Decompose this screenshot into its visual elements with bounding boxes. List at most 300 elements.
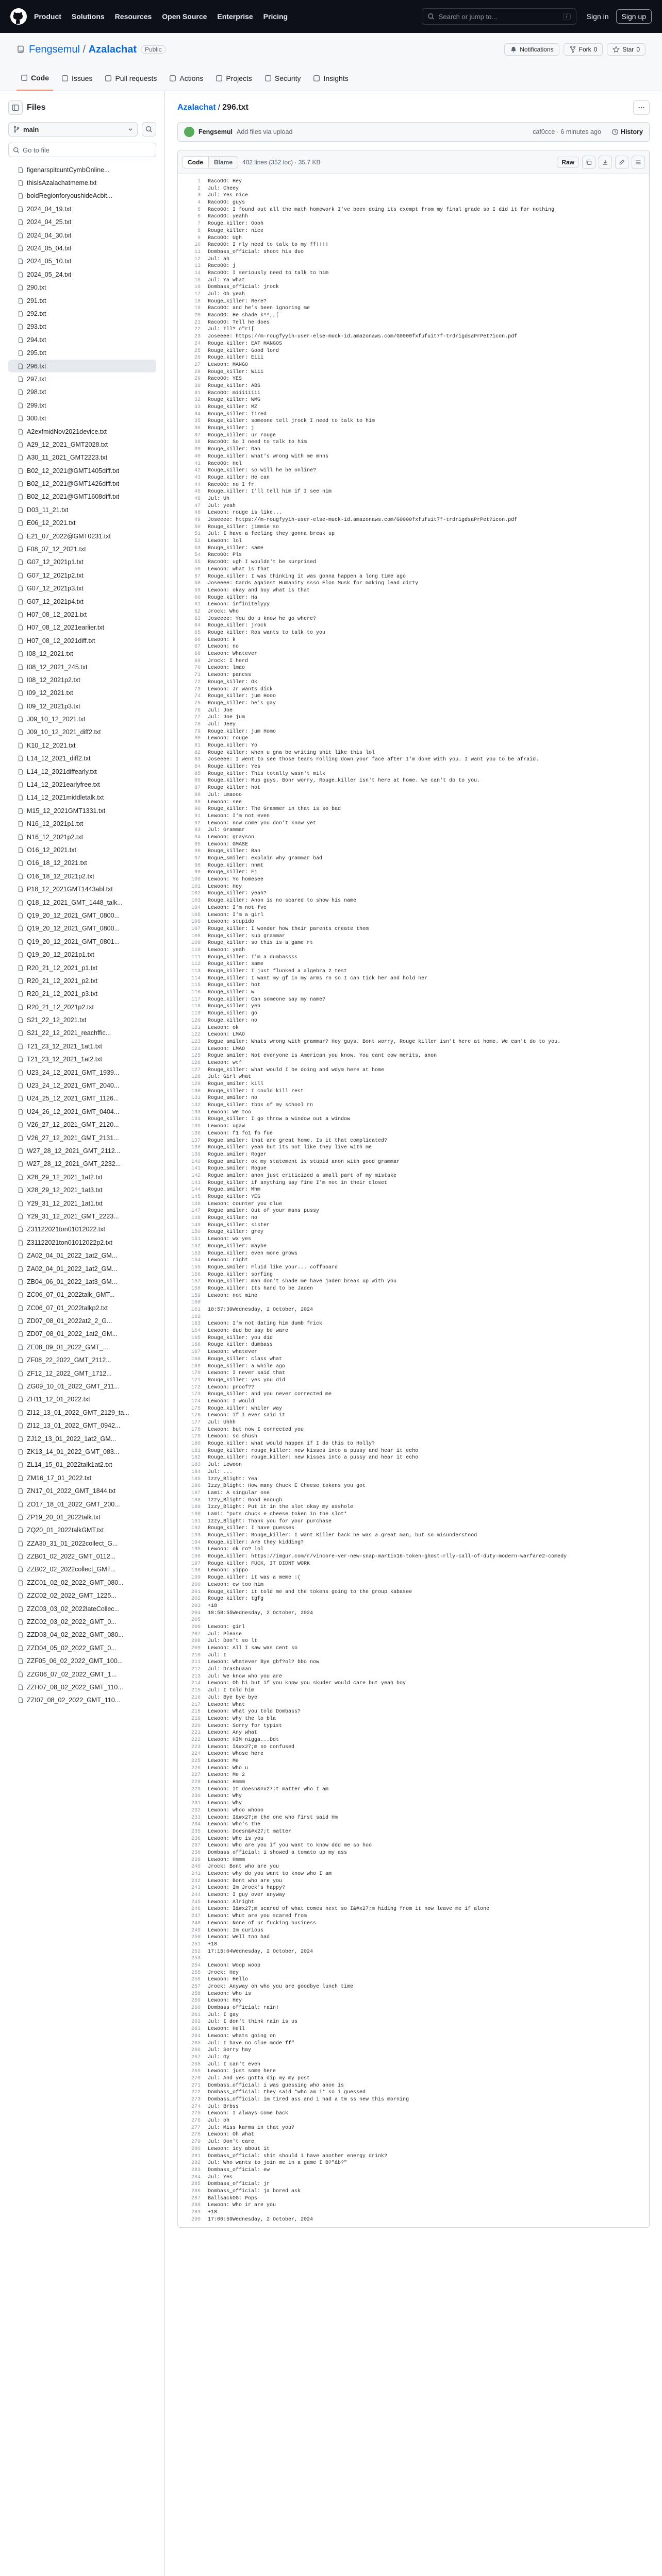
line-number[interactable]: 209: [191, 1646, 201, 1651]
go-to-file-input[interactable]: [8, 143, 156, 157]
line-number[interactable]: 116: [191, 990, 201, 996]
line-number[interactable]: 229: [191, 1786, 201, 1792]
file-tree-item[interactable]: [8, 647, 156, 660]
file-tree-item[interactable]: [8, 1144, 156, 1157]
line-number[interactable]: 89: [194, 799, 201, 805]
line-number[interactable]: 233: [191, 1815, 201, 1821]
line-number[interactable]: 111: [191, 954, 201, 960]
file-tree-item[interactable]: [8, 517, 156, 530]
line-number[interactable]: 192: [191, 1526, 201, 1532]
file-tree-item[interactable]: [8, 1341, 156, 1353]
file-tree-item[interactable]: [8, 294, 156, 307]
file-tree-item[interactable]: [8, 1262, 156, 1275]
line-number[interactable]: 238: [191, 1850, 201, 1856]
line-number[interactable]: 42: [194, 468, 201, 474]
nav-item-pricing[interactable]: Pricing: [263, 12, 288, 21]
file-tree-item[interactable]: [8, 1053, 156, 1066]
line-number[interactable]: 138: [191, 1145, 201, 1151]
file-tree-item[interactable]: [8, 673, 156, 686]
line-number[interactable]: 257: [191, 1984, 201, 1990]
file-tree-item[interactable]: [8, 1602, 156, 1615]
line-number[interactable]: 235: [191, 1828, 201, 1835]
line-number[interactable]: 284: [191, 2174, 201, 2180]
file-tree-item[interactable]: [8, 176, 156, 189]
line-number[interactable]: 204: [191, 1610, 201, 1616]
line-number[interactable]: 114: [191, 975, 201, 981]
file-tree-item[interactable]: [8, 843, 156, 856]
nav-item-solutions[interactable]: Solutions: [71, 12, 105, 21]
line-number[interactable]: 193: [191, 1533, 201, 1538]
line-number[interactable]: 236: [191, 1836, 201, 1842]
nav-item-enterprise[interactable]: Enterprise: [217, 12, 253, 21]
line-number[interactable]: 198: [191, 1568, 201, 1574]
line-number[interactable]: 77: [194, 715, 201, 721]
file-tree-item[interactable]: [8, 1537, 156, 1550]
file-tree-item[interactable]: [8, 1380, 156, 1393]
file-tree-item[interactable]: [8, 202, 156, 215]
line-number[interactable]: 141: [191, 1166, 201, 1172]
line-number[interactable]: 225: [191, 1758, 201, 1764]
line-number[interactable]: 20: [194, 313, 201, 319]
line-number[interactable]: 85: [194, 771, 201, 777]
line-number[interactable]: 24: [194, 341, 201, 347]
line-number[interactable]: 88: [194, 792, 201, 798]
file-tree-item[interactable]: [8, 1524, 156, 1537]
line-number[interactable]: 250: [191, 1935, 201, 1941]
line-number[interactable]: 271: [191, 2082, 201, 2089]
line-number[interactable]: 22: [194, 327, 201, 333]
line-number[interactable]: 61: [194, 602, 201, 608]
file-tree-item[interactable]: [8, 346, 156, 359]
file-tree-item[interactable]: [8, 1197, 156, 1210]
file-tree-item[interactable]: [8, 974, 156, 987]
line-number[interactable]: 147: [191, 1208, 201, 1214]
line-number[interactable]: 190: [191, 1511, 201, 1517]
line-number[interactable]: 268: [191, 2061, 201, 2067]
line-number[interactable]: 160: [191, 1300, 201, 1306]
line-number[interactable]: 5: [197, 207, 201, 213]
line-number[interactable]: 105: [191, 912, 201, 918]
line-number[interactable]: 13: [194, 263, 201, 269]
copy-button[interactable]: [582, 156, 595, 169]
line-number[interactable]: 39: [194, 447, 201, 453]
line-number[interactable]: 52: [194, 538, 201, 545]
file-tree-item[interactable]: [8, 1445, 156, 1458]
line-number[interactable]: 117: [191, 996, 201, 1003]
file-tree-item[interactable]: [8, 333, 156, 346]
line-number[interactable]: 228: [191, 1780, 201, 1786]
line-number[interactable]: 175: [191, 1405, 201, 1412]
line-number[interactable]: 267: [191, 2054, 201, 2060]
line-number[interactable]: 12: [194, 256, 201, 262]
line-number[interactable]: 135: [191, 1124, 201, 1130]
line-number[interactable]: 186: [191, 1483, 201, 1489]
line-number[interactable]: 216: [191, 1694, 201, 1701]
line-number[interactable]: 172: [191, 1384, 201, 1391]
line-number[interactable]: 76: [194, 707, 201, 714]
line-number[interactable]: 165: [191, 1335, 201, 1341]
line-number[interactable]: 32: [194, 397, 201, 403]
line-number[interactable]: 272: [191, 2090, 201, 2096]
line-number[interactable]: 95: [194, 841, 201, 848]
file-tree-item[interactable]: [8, 320, 156, 333]
avatar[interactable]: [184, 127, 194, 137]
line-number[interactable]: 92: [194, 820, 201, 826]
line-number[interactable]: 27: [194, 362, 201, 368]
file-tree-item[interactable]: [8, 1615, 156, 1628]
line-number[interactable]: 40: [194, 453, 201, 460]
file-tree-item[interactable]: [8, 1328, 156, 1341]
line-number[interactable]: 6: [197, 214, 201, 220]
line-number[interactable]: 129: [191, 1081, 201, 1087]
line-number[interactable]: 166: [191, 1342, 201, 1348]
file-tree-item[interactable]: [8, 1498, 156, 1511]
line-number[interactable]: 63: [194, 616, 201, 622]
file-tree-item[interactable]: [8, 1629, 156, 1641]
branch-selector[interactable]: [8, 122, 138, 137]
line-number[interactable]: 56: [194, 566, 201, 572]
line-number[interactable]: 45: [194, 489, 201, 495]
line-number[interactable]: 181: [191, 1448, 201, 1454]
file-tree-item[interactable]: [8, 948, 156, 961]
line-number[interactable]: 170: [191, 1370, 201, 1377]
line-number[interactable]: 212: [191, 1667, 201, 1673]
line-number[interactable]: 118: [191, 1004, 201, 1010]
file-tree-item[interactable]: [8, 1171, 156, 1183]
line-number[interactable]: 44: [194, 482, 201, 488]
line-number[interactable]: 266: [191, 2047, 201, 2054]
line-number[interactable]: 149: [191, 1222, 201, 1228]
file-tree-item[interactable]: [8, 1079, 156, 1092]
line-number[interactable]: 35: [194, 418, 201, 425]
line-number[interactable]: 221: [191, 1730, 201, 1736]
file-tree-item[interactable]: [8, 870, 156, 883]
file-tree-item[interactable]: [8, 1471, 156, 1484]
line-number[interactable]: 94: [194, 834, 201, 840]
line-number[interactable]: 11: [194, 249, 201, 255]
line-number[interactable]: 102: [191, 891, 201, 897]
more-options-button[interactable]: [633, 100, 650, 115]
line-number[interactable]: 246: [191, 1906, 201, 1912]
file-tree-item[interactable]: [8, 896, 156, 909]
repo-name-link[interactable]: Azalachat: [88, 43, 137, 55]
line-number[interactable]: 288: [191, 2202, 201, 2209]
line-number[interactable]: 124: [191, 1046, 201, 1052]
file-tree-item[interactable]: [8, 386, 156, 399]
file-tree-item[interactable]: [8, 242, 156, 255]
line-number[interactable]: 239: [191, 1857, 201, 1863]
line-number[interactable]: 47: [194, 503, 201, 509]
line-number[interactable]: 23: [194, 334, 201, 340]
file-tree-item[interactable]: [8, 1001, 156, 1013]
file-tree-item[interactable]: [8, 1314, 156, 1327]
line-number[interactable]: 87: [194, 785, 201, 791]
file-tree-item[interactable]: [8, 503, 156, 516]
line-number[interactable]: 158: [191, 1285, 201, 1292]
line-number[interactable]: 113: [191, 969, 201, 974]
file-tree-item[interactable]: [8, 909, 156, 922]
line-number[interactable]: 21: [194, 319, 201, 326]
file-tree-item[interactable]: [8, 1249, 156, 1262]
file-tree-item[interactable]: [8, 451, 156, 464]
line-number[interactable]: 177: [191, 1420, 201, 1426]
line-number[interactable]: 59: [194, 587, 201, 594]
file-tree-item[interactable]: [8, 634, 156, 647]
file-tree-item[interactable]: [8, 1484, 156, 1497]
line-number[interactable]: 3: [197, 193, 201, 199]
line-number[interactable]: 159: [191, 1293, 201, 1299]
line-number[interactable]: 251: [191, 1941, 201, 1947]
file-tree-item[interactable]: [8, 268, 156, 281]
line-number[interactable]: 68: [194, 651, 201, 657]
line-number[interactable]: 101: [191, 884, 201, 890]
line-number[interactable]: 191: [191, 1518, 201, 1524]
file-tree-item[interactable]: [8, 1275, 156, 1288]
line-number[interactable]: 260: [191, 2005, 201, 2011]
sign-up-button[interactable]: Sign up: [616, 9, 652, 24]
line-number[interactable]: 33: [194, 404, 201, 410]
line-number[interactable]: 134: [191, 1116, 201, 1123]
line-number[interactable]: 18: [194, 298, 201, 304]
file-tree-item[interactable]: [8, 1183, 156, 1196]
file-tree-item[interactable]: [8, 569, 156, 582]
file-tree-item[interactable]: [8, 360, 156, 372]
commit-author[interactable]: Fengsemul: [198, 128, 233, 135]
line-number[interactable]: 255: [191, 1970, 201, 1976]
file-tree-item[interactable]: [8, 1131, 156, 1144]
line-number[interactable]: 218: [191, 1709, 201, 1715]
line-number[interactable]: 30: [194, 383, 201, 389]
line-number[interactable]: 41: [194, 461, 201, 467]
line-number[interactable]: 227: [191, 1772, 201, 1778]
line-number[interactable]: 279: [191, 2139, 201, 2145]
line-number[interactable]: 17: [194, 292, 201, 297]
line-number[interactable]: 108: [191, 933, 201, 939]
file-tree-item[interactable]: [8, 490, 156, 503]
file-tree-item[interactable]: [8, 778, 156, 791]
line-number[interactable]: 161: [191, 1307, 201, 1313]
line-number[interactable]: 281: [191, 2153, 201, 2159]
line-number[interactable]: 176: [191, 1413, 201, 1419]
line-number[interactable]: 73: [194, 686, 201, 692]
file-tree-item[interactable]: [8, 791, 156, 804]
line-number[interactable]: 136: [191, 1130, 201, 1137]
file-tree-item[interactable]: [8, 582, 156, 595]
line-number[interactable]: 50: [194, 524, 201, 530]
file-tree-item[interactable]: [8, 1367, 156, 1380]
raw-button[interactable]: Raw: [557, 157, 579, 168]
line-number[interactable]: 109: [191, 940, 201, 946]
line-number[interactable]: 29: [194, 376, 201, 382]
line-number[interactable]: 14: [194, 270, 201, 276]
blame-view-button[interactable]: Blame: [214, 158, 233, 166]
file-tree-item[interactable]: [8, 726, 156, 739]
file-tree-item[interactable]: [8, 935, 156, 948]
file-tree-item[interactable]: [8, 399, 156, 412]
file-tree-item[interactable]: [8, 464, 156, 477]
line-number[interactable]: 8: [197, 228, 201, 234]
history-link[interactable]: [611, 128, 643, 135]
line-number[interactable]: 220: [191, 1723, 201, 1729]
line-number[interactable]: 185: [191, 1476, 201, 1482]
line-number[interactable]: 273: [191, 2097, 201, 2103]
global-search[interactable]: [422, 8, 576, 25]
line-number[interactable]: 80: [194, 736, 201, 742]
file-tree-item[interactable]: [8, 229, 156, 242]
line-number[interactable]: 244: [191, 1892, 201, 1899]
sign-in-link[interactable]: Sign in: [586, 12, 609, 21]
file-tree-item[interactable]: [8, 477, 156, 490]
line-number[interactable]: 125: [191, 1053, 201, 1059]
line-number[interactable]: 62: [194, 608, 201, 615]
line-number[interactable]: 79: [194, 728, 201, 735]
line-number[interactable]: 167: [191, 1349, 201, 1355]
line-number[interactable]: 110: [191, 947, 201, 953]
tab-pull-requests[interactable]: [101, 66, 161, 91]
line-number[interactable]: 127: [191, 1067, 201, 1073]
file-tree-item[interactable]: [8, 1289, 156, 1301]
file-tree-item[interactable]: [8, 1013, 156, 1026]
line-number[interactable]: 37: [194, 432, 201, 438]
line-number[interactable]: 78: [194, 721, 201, 727]
line-number[interactable]: 115: [191, 982, 201, 989]
line-number[interactable]: 9: [197, 235, 201, 241]
tab-code[interactable]: [16, 66, 53, 91]
file-tree-item[interactable]: [8, 831, 156, 843]
file-tree-item[interactable]: [8, 1641, 156, 1654]
line-number[interactable]: 199: [191, 1575, 201, 1581]
line-number[interactable]: 223: [191, 1744, 201, 1750]
line-number[interactable]: 15: [194, 277, 201, 283]
line-number[interactable]: 171: [191, 1377, 201, 1383]
line-number[interactable]: 264: [191, 2033, 201, 2039]
line-number[interactable]: 206: [191, 1624, 201, 1630]
file-tree-item[interactable]: [8, 660, 156, 673]
tab-projects[interactable]: [211, 66, 256, 91]
line-number[interactable]: 240: [191, 1864, 201, 1870]
line-number[interactable]: 91: [194, 813, 201, 819]
line-number[interactable]: 130: [191, 1088, 201, 1094]
line-number[interactable]: 126: [191, 1060, 201, 1066]
line-number[interactable]: 215: [191, 1688, 201, 1694]
file-tree-item[interactable]: [8, 1550, 156, 1563]
line-number[interactable]: 90: [194, 806, 201, 812]
line-number[interactable]: 282: [191, 2160, 201, 2166]
line-number[interactable]: 99: [194, 870, 201, 876]
line-number[interactable]: 256: [191, 1977, 201, 1983]
line-number[interactable]: 155: [191, 1264, 201, 1270]
line-number[interactable]: 75: [194, 700, 201, 706]
file-tree-item[interactable]: [8, 438, 156, 451]
file-tree-item[interactable]: [8, 281, 156, 294]
file-tree-item[interactable]: [8, 1655, 156, 1668]
file-tree-item[interactable]: [8, 961, 156, 974]
line-number[interactable]: 197: [191, 1561, 201, 1567]
file-tree-item[interactable]: [8, 1432, 156, 1445]
file-tree-item[interactable]: [8, 687, 156, 700]
line-number[interactable]: 263: [191, 2026, 201, 2032]
line-number[interactable]: 208: [191, 1638, 201, 1645]
line-number[interactable]: 270: [191, 2075, 201, 2081]
file-tree-item[interactable]: [8, 1576, 156, 1589]
file-tree-item[interactable]: [8, 1694, 156, 1707]
file-tree-item[interactable]: [8, 804, 156, 817]
line-number[interactable]: 241: [191, 1871, 201, 1877]
line-number[interactable]: 210: [191, 1652, 201, 1658]
search-files-button[interactable]: [142, 122, 156, 137]
line-number[interactable]: 154: [191, 1258, 201, 1264]
line-number[interactable]: 254: [191, 1962, 201, 1969]
line-number[interactable]: 168: [191, 1356, 201, 1362]
file-tree-item[interactable]: [8, 1236, 156, 1249]
line-number[interactable]: 10: [194, 242, 201, 248]
line-number[interactable]: 51: [194, 531, 201, 537]
line-number[interactable]: 163: [191, 1321, 201, 1327]
tab-security[interactable]: [260, 66, 305, 91]
line-number[interactable]: 69: [194, 658, 201, 664]
line-number[interactable]: 82: [194, 750, 201, 756]
line-number[interactable]: 104: [191, 905, 201, 911]
file-tree-item[interactable]: [8, 739, 156, 752]
nav-item-open-source[interactable]: Open Source: [162, 12, 207, 21]
line-number[interactable]: 150: [191, 1229, 201, 1235]
tab-actions[interactable]: [165, 66, 207, 91]
line-number[interactable]: 122: [191, 1032, 201, 1038]
file-tree-item[interactable]: [8, 1393, 156, 1406]
line-number[interactable]: 98: [194, 862, 201, 869]
file-tree-item[interactable]: [8, 621, 156, 634]
line-number[interactable]: 252: [191, 1948, 201, 1955]
line-number[interactable]: 137: [191, 1138, 201, 1144]
line-number[interactable]: 259: [191, 1998, 201, 2004]
line-number[interactable]: 276: [191, 2118, 201, 2124]
line-number[interactable]: 81: [194, 743, 201, 749]
line-number[interactable]: 194: [191, 1539, 201, 1546]
breadcrumb-repo-link[interactable]: Azalachat: [177, 103, 216, 112]
line-number[interactable]: 19: [194, 306, 201, 312]
line-number[interactable]: 133: [191, 1109, 201, 1115]
file-tree-item[interactable]: [8, 1066, 156, 1079]
line-number[interactable]: 121: [191, 1025, 201, 1031]
line-number[interactable]: 162: [191, 1314, 201, 1320]
line-number[interactable]: 287: [191, 2195, 201, 2201]
star-button[interactable]: [607, 43, 646, 56]
line-number[interactable]: 173: [191, 1392, 201, 1398]
line-number[interactable]: 144: [191, 1187, 201, 1193]
line-number[interactable]: 86: [194, 778, 201, 784]
line-number[interactable]: 4: [197, 200, 201, 206]
line-number[interactable]: 103: [191, 898, 201, 904]
file-tree-item[interactable]: [8, 412, 156, 425]
line-number[interactable]: 48: [194, 510, 201, 516]
line-number[interactable]: 261: [191, 2012, 201, 2018]
line-number[interactable]: 278: [191, 2132, 201, 2138]
file-tree-item[interactable]: [8, 1092, 156, 1105]
line-number[interactable]: 43: [194, 474, 201, 481]
line-number[interactable]: 285: [191, 2181, 201, 2188]
line-number[interactable]: 120: [191, 1018, 201, 1024]
line-number[interactable]: 274: [191, 2104, 201, 2110]
line-number[interactable]: 131: [191, 1095, 201, 1101]
line-number[interactable]: 31: [194, 390, 201, 396]
line-number[interactable]: 132: [191, 1103, 201, 1109]
symbols-button[interactable]: [632, 156, 645, 169]
line-number[interactable]: 84: [194, 764, 201, 770]
line-number[interactable]: 143: [191, 1180, 201, 1186]
line-number[interactable]: 179: [191, 1434, 201, 1440]
line-number[interactable]: 286: [191, 2188, 201, 2194]
line-number[interactable]: 123: [191, 1039, 201, 1045]
